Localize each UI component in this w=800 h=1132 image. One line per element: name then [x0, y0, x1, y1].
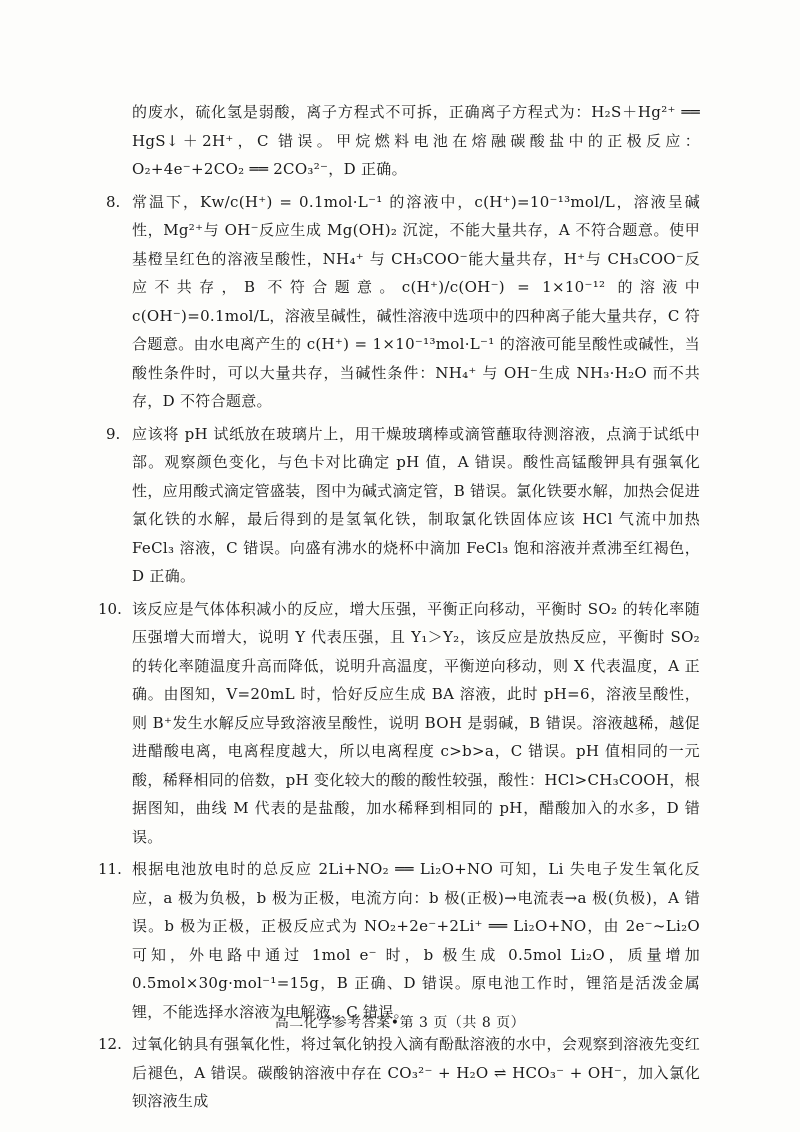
item-text: 过氧化钠具有强氧化性，将过氧化钠投入滴有酚酞溶液的水中，会观察到溶液先变红后褪色，A 错误。碳酸钠溶液中存在 CO₃²⁻ + H₂O ⇌ HCO₃⁻ + OH⁻，加入氯化钡溶液生成: [132, 1035, 700, 1110]
answer-item-8: [106, 188, 700, 416]
item-text: 应该将 pH 试纸放在玻璃片上，用干燥玻璃棒或滴管蘸取待测溶液，点滴于试纸中部。观察颜色变化，与色卡对比确定 pH 值，A 错误。酸性高锰酸钾具有强氧化性，应用酸式滴定管盛装，图中为碱式滴定管，B 错误。氯化铁要水解，加热会促进氯化铁的水解，最后得到的是氢氧化铁，制取氯化铁固体应该 HCl 气流中加热 FeCl₃ 溶液，C 错误。向盛有沸水的烧杯中滴加 FeCl₃ 饱和溶液并煮沸至红褐色，D 正确。: [132, 424, 700, 585]
answer-item-11: [98, 855, 700, 1026]
item-number: 9.: [106, 424, 121, 443]
item-text: 根据电池放电时的总反应 2Li+NO₂ ══ Li₂O+NO 可知，Li 失电子发生氧化反应，a 极为负极，b 极为正极，电流方向：b 极(正极)→电流表→a 极(负极)，A 错误。b 极为正极，正极反应式为 NO₂+2e⁻+2Li⁺ ══ Li₂O+NO，由 2e⁻~Li₂O 可知，外电路中通过 1mol e⁻ 时，b 极生成 0.5mol Li₂O，质量增加 0.5mol×30g·mol⁻¹=15g，B 正确、D 错误。原电池工作时，锂箔是活泼金属锂，不能选择水溶液为电解液，C 错误。: [132, 860, 700, 1021]
item-number: 10.: [98, 599, 122, 618]
answer-item-10: [98, 595, 700, 852]
answer-item-12: [98, 1030, 700, 1116]
page-footer: 高二化学参考答案•第 3 页（共 8 页）: [274, 1015, 526, 1031]
item-text: 该反应是气体体积减小的反应，增大压强，平衡正向移动，平衡时 SO₂ 的转化率随压强增大而增大，说明 Y 代表压强，且 Y₁＞Y₂，该反应是放热反应，平衡时 SO₂ 的转化率随温度升高而降低，说明升高温度，平衡逆向移动，则 X 代表温度，A 正确。由图知，V=20mL 时，恰好反应生成 BA 溶液，此时 pH=6，溶液呈酸性，则 B⁺发生水解反应导致溶液呈酸性，说明 BOH 是弱碱，B 错误。溶液越稀，越促进醋酸电离，电离程度越大，所以电离程度 c>b>a，C 错误。pH 值相同的一元酸，稀释相同的倍数，pH 变化较大的酸的酸性较强，酸性：HCl>CH₃COOH，根据图知，曲线 M 代表的是盐酸，加水稀释到相同的 pH，醋酸加入的水多，D 错误。: [132, 599, 700, 846]
continuation-paragraph: 的废水，硫化氢是弱酸，离子方程式不可拆，正确离子方程式为：H₂S＋Hg²⁺ ══ HgS↓＋2H⁺，C 错误。甲烷燃料电池在熔融碳酸盐中的正极反应：O₂+4e⁻+2CO₂ ══ 2CO₃²⁻，D 正确。: [132, 103, 700, 178]
item-text: 常温下，Kw/c(H⁺) = 0.1mol·L⁻¹ 的溶液中，c(H⁺)=10⁻¹³mol/L，溶液呈碱性，Mg²⁺与 OH⁻反应生成 Mg(OH)₂ 沉淀，不能大量共存，A 不符合题意。使甲基橙呈红色的溶液呈酸性，NH₄⁺ 与 CH₃COO⁻能大量共存，H⁺与 CH₃COO⁻反应不共存，B 不符合题意。c(H⁺)/c(OH⁻) = 1×10⁻¹² 的溶液中 c(OH⁻)=0.1mol/L，溶液呈碱性，碱性溶液中选项中的四种离子能大量共存，C 符合题意。由水电离产生的 c(H⁺) = 1×10⁻¹³mol·L⁻¹ 的溶液可能呈酸性或碱性，当酸性条件时，可以大量共存，当碱性条件：NH₄⁺ 与 OH⁻生成 NH₃·H₂O 而不共存，D 不符合题意。: [132, 192, 700, 410]
item-number: 8.: [106, 192, 121, 211]
item-number: 12.: [98, 1035, 122, 1053]
answer-item-9: [106, 420, 700, 591]
item-number: 11.: [98, 860, 122, 878]
